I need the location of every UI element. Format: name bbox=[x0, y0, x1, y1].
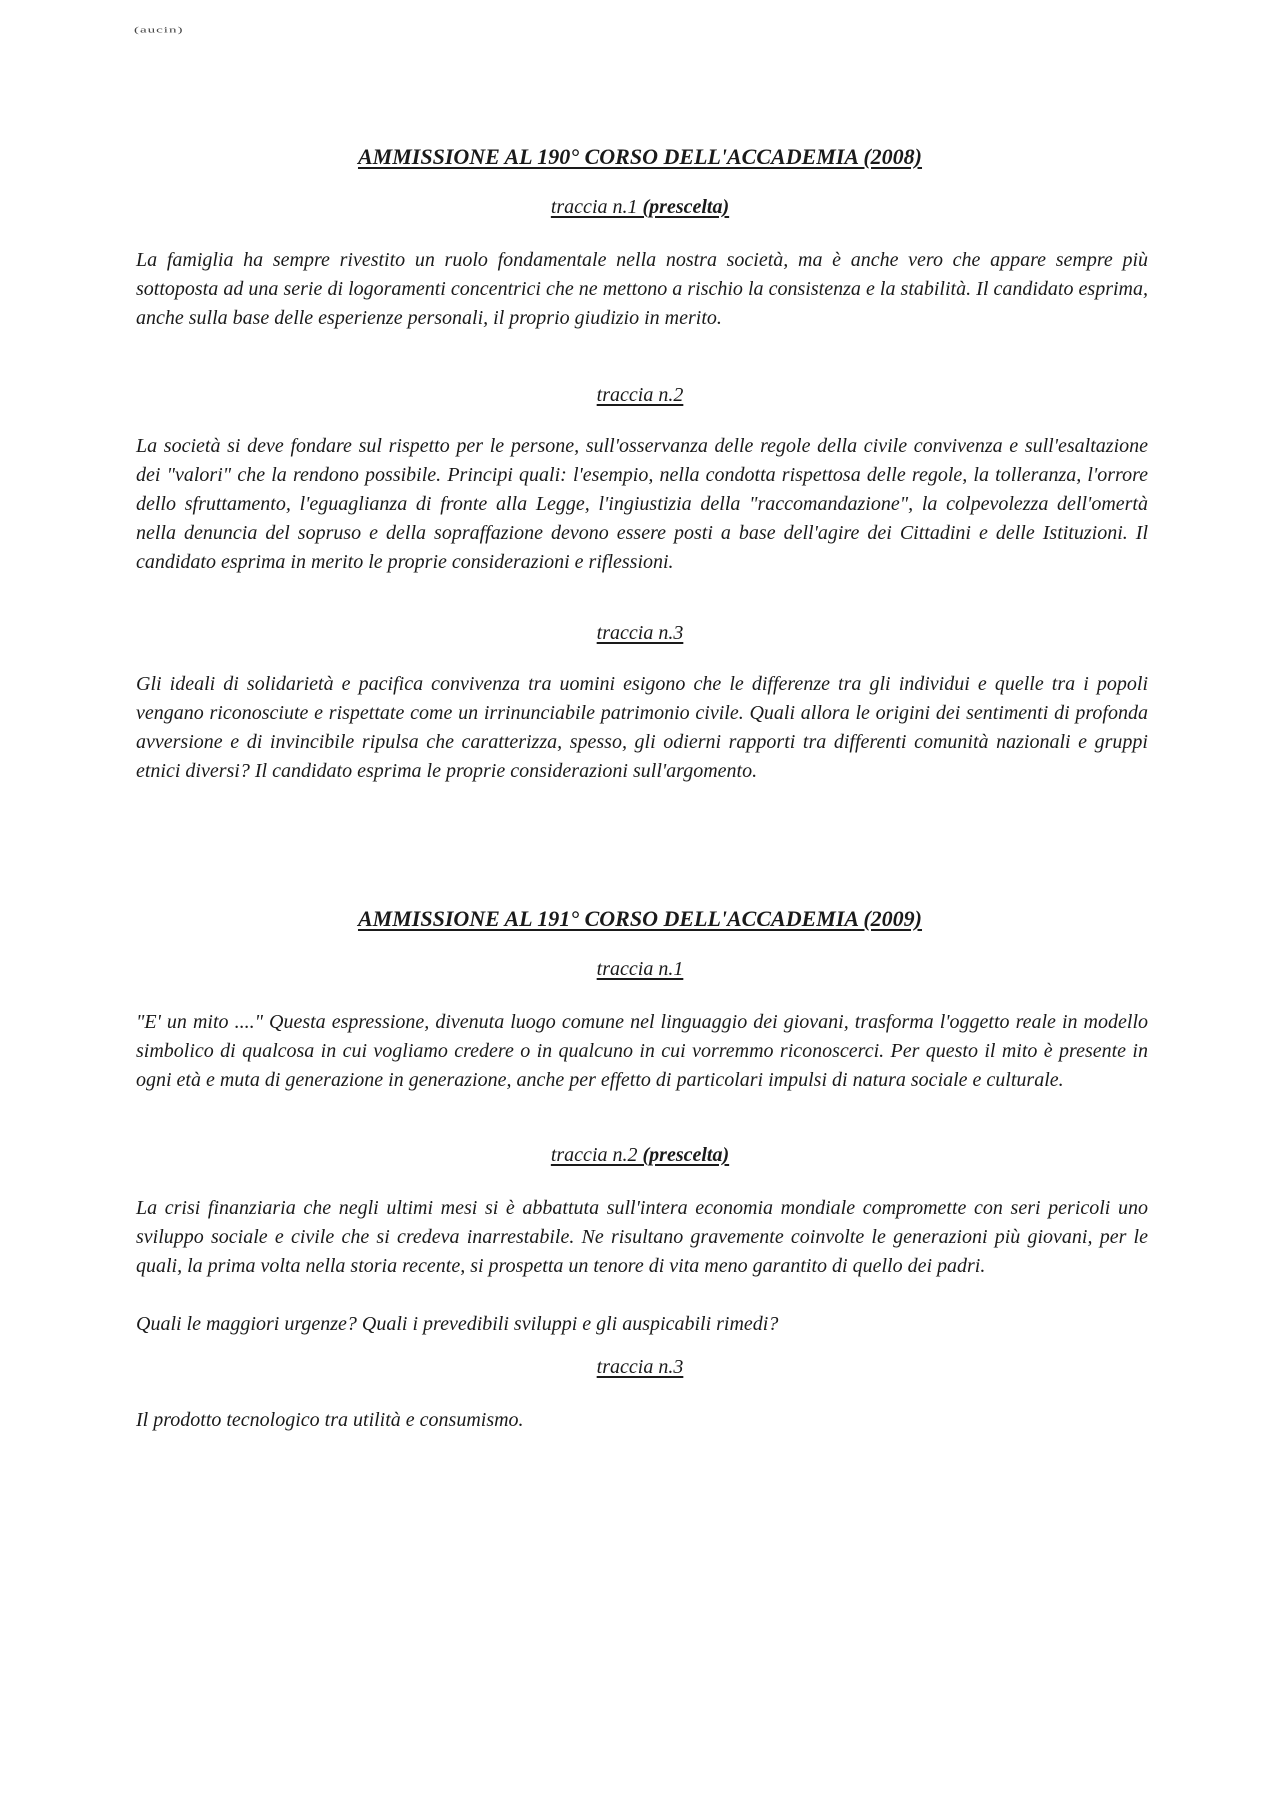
traccia-note: (prescelta) bbox=[642, 196, 730, 218]
traccia-heading bbox=[0, 196, 1280, 219]
traccia-text: La famiglia ha sempre rivestito un ruolo fondamentale nella nostra società, ma è anche vero che appare sempre più sottoposta ad una serie di logoramenti concentrici che ne mettono a rischio la consistenza e la stabilità. Il candidato esprima, anche sulla base delle esperienze personali, il proprio giudizio in merito. bbox=[136, 249, 1148, 329]
traccia-text: "E' un mito ...." Questa espressione, divenuta luogo comune nel linguaggio dei giovani, trasforma l'oggetto reale in modello simbolico di qualcosa in cui vogliamo credere o in qualcuno in cui vorremmo riconoscerci. Per questo il mito è presente in ogni età e muta di generazione in generazione, anche per effetto di particolari impulsi di natura sociale e culturale. bbox=[136, 1011, 1148, 1091]
traccia-heading bbox=[0, 384, 1280, 407]
traccia-heading bbox=[0, 958, 1280, 981]
traccia-text: Gli ideali di solidarietà e pacifica convivenza tra uomini esigono che le differenze tra gli individui e quelle tra i popoli vengano riconosciute e rispettate come un irrinunciabile patrimonio civile. Quali allora le origini dei sentimenti di profonda avversione e di invincibile ripulsa che caratterizza, spesso, gli odierni rapporti tra differenti comunità nazionali e gruppi etnici diversi? Il candidato esprima le proprie considerazioni sull'argomento. bbox=[136, 673, 1148, 782]
traccia-text: La società si deve fondare sul rispetto per le persone, sull'osservanza delle regole della civile convivenza e sull'esaltazione dei "valori" che la rendono possibile. Principi quali: l'esempio, nella condotta rispettosa delle regole, la tolleranza, l'orrore dello sfruttamento, l'eguaglianza di fronte alla Legge, l'ingiustizia della "raccomandazione", la colpevolezza dell'omertà nella denuncia del sopruso e della sopraffazione devono essere posti a base dell'agire dei Cittadini e delle Istituzioni. Il candidato esprima in merito le proprie considerazioni e riflessioni. bbox=[136, 435, 1148, 573]
traccia-label: traccia n.3 bbox=[596, 1356, 684, 1378]
traccia-text: La crisi finanziaria che negli ultimi mesi si è abbattuta sull'intera economia mondiale compromette con seri pericoli uno sviluppo sociale e civile che si credeva inarrestabile. Ne risultano gravemente coinvolte le generazioni più giovani, per le quali, la prima volta nella storia recente, si prospetta un tenore di vita meno garantito di quello dei padri. bbox=[136, 1197, 1148, 1277]
traccia-text: Il prodotto tecnologico tra utilità e consumismo. bbox=[136, 1409, 524, 1431]
section-title-2009: AMMISSIONE AL 191° CORSO DELL'ACCADEMIA (2009) bbox=[357, 906, 923, 931]
traccia-heading bbox=[0, 1144, 1280, 1167]
traccia-heading bbox=[0, 1356, 1280, 1379]
traccia-label: traccia n.1 bbox=[596, 958, 684, 980]
traccia-text-extra: Quali le maggiori urgenze? Quali i prevedibili sviluppi e gli auspicabili rimedi? bbox=[136, 1313, 779, 1335]
traccia-label: traccia n.2 bbox=[550, 1144, 638, 1166]
traccia-note: (prescelta) bbox=[642, 1144, 730, 1166]
traccia-label: traccia n.1 bbox=[550, 196, 638, 218]
traccia-label: traccia n.3 bbox=[596, 622, 684, 644]
traccia-label: traccia n.2 bbox=[596, 384, 684, 406]
traccia-heading bbox=[0, 622, 1280, 645]
header-note: (aucin) bbox=[134, 26, 184, 35]
section-title-2008: AMMISSIONE AL 190° CORSO DELL'ACCADEMIA (2008) bbox=[357, 144, 923, 169]
